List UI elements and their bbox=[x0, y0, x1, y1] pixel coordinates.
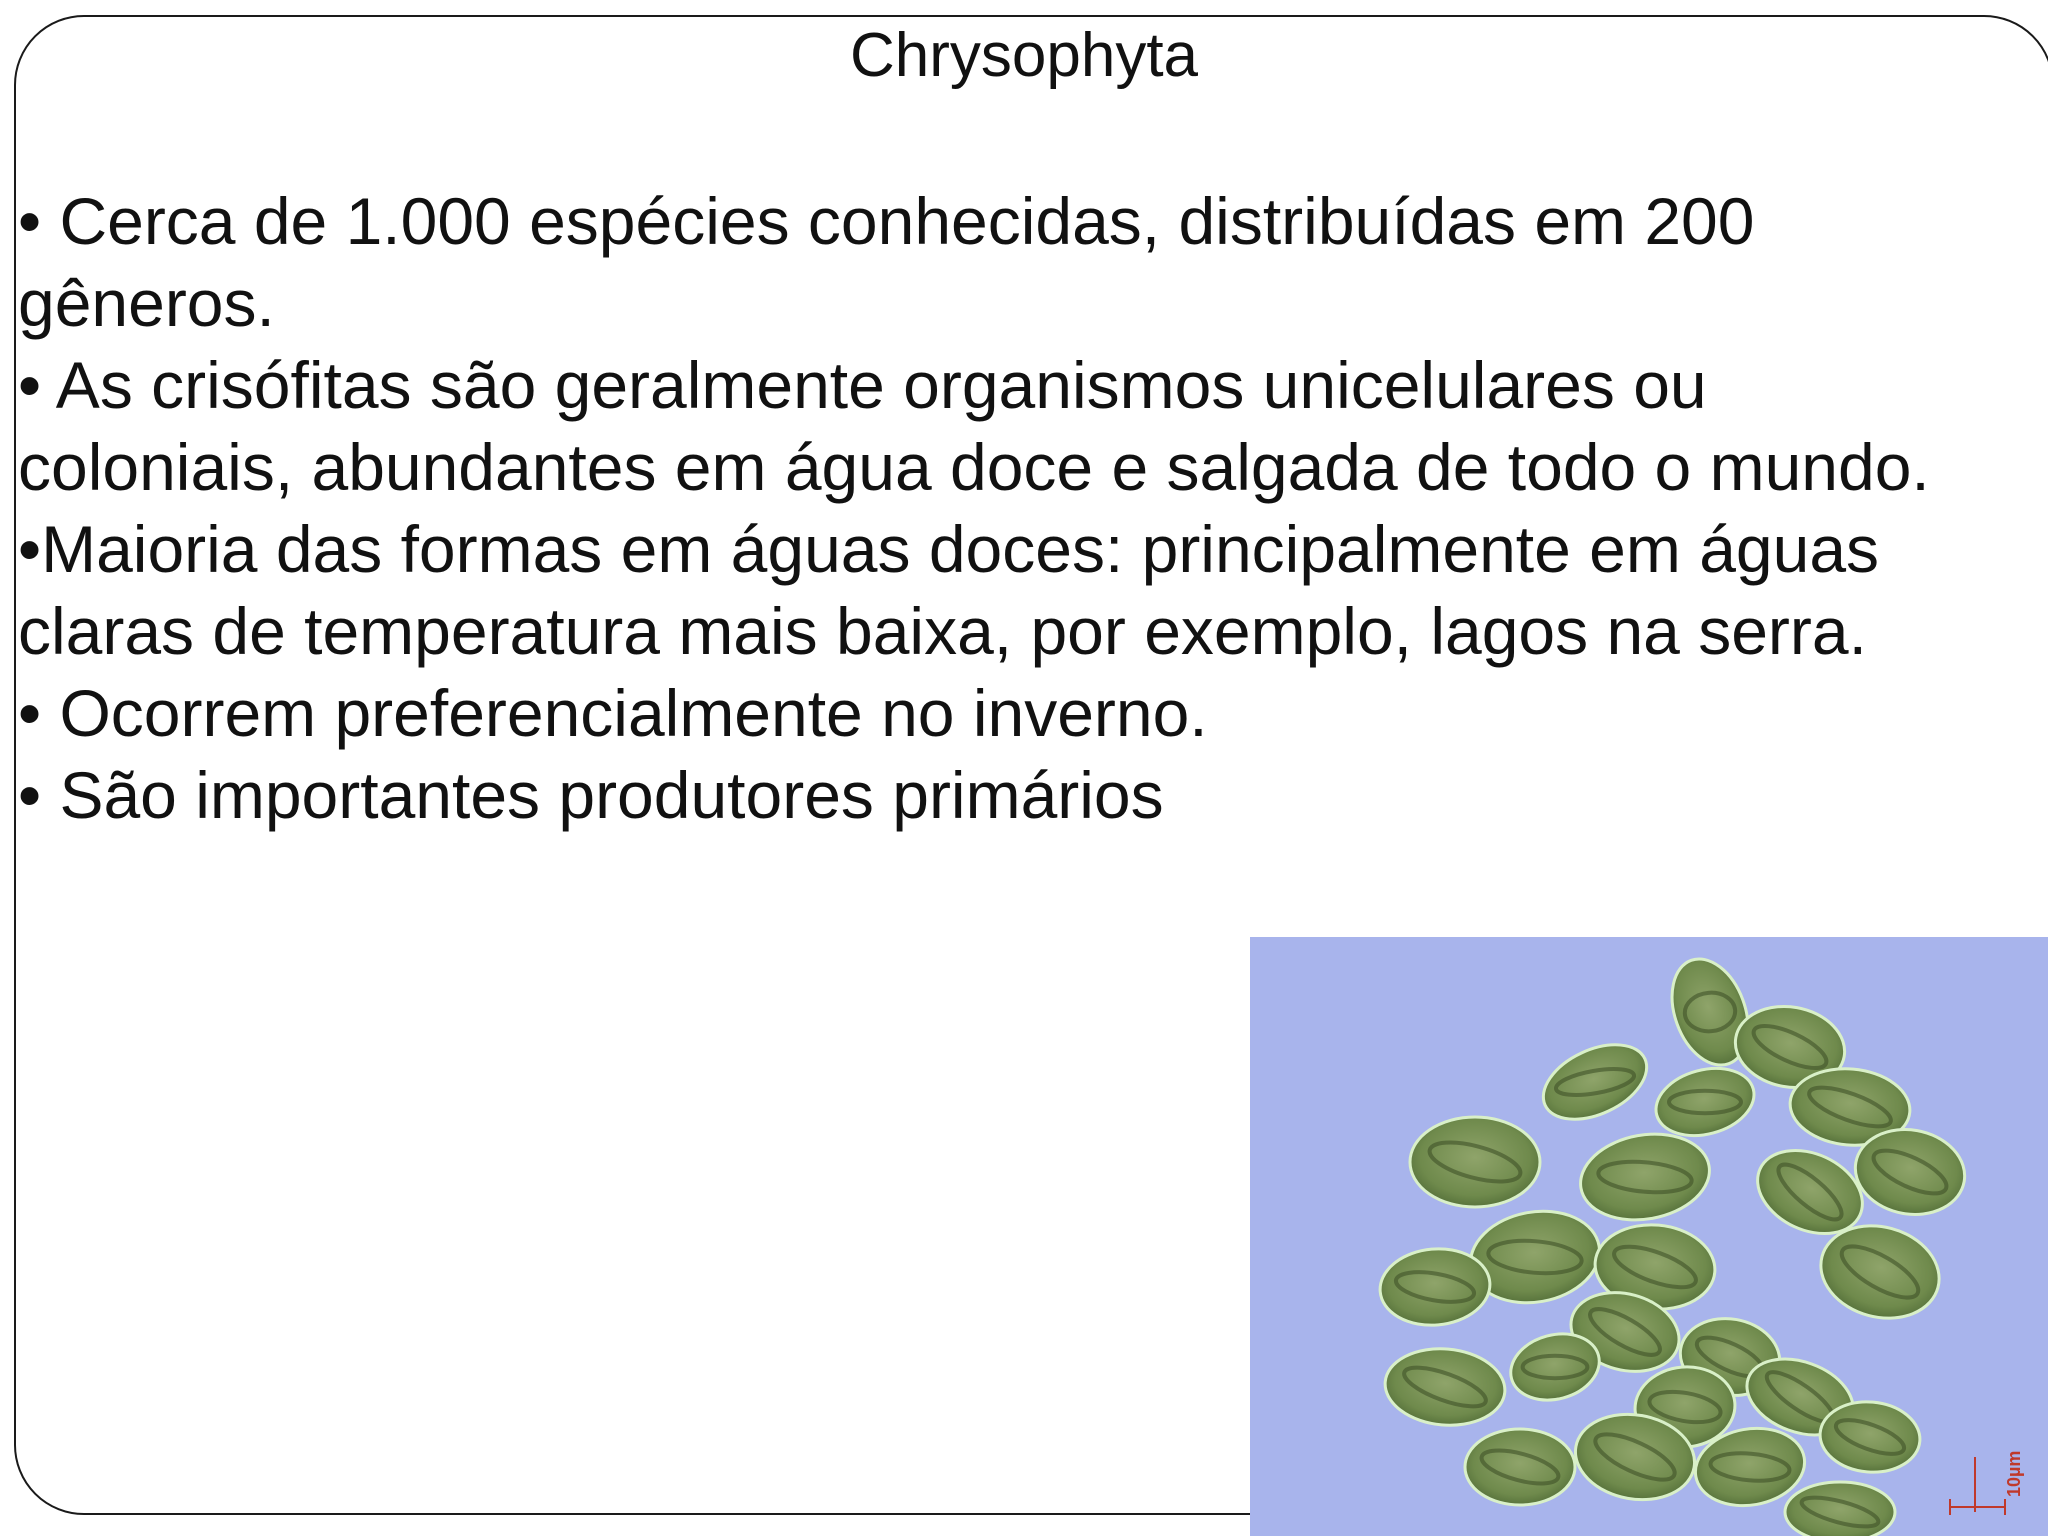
cell bbox=[1574, 1124, 1717, 1229]
bullet-freshwater: •Maioria das formas em águas doces: principalmente em águas claras de temperatura mais baixa, por exemplo, lagos na serra. bbox=[18, 512, 1880, 668]
cell bbox=[1532, 1030, 1659, 1134]
colony-cells bbox=[1377, 948, 1972, 1536]
scale-bar-icon bbox=[1950, 1457, 2005, 1515]
cell bbox=[1410, 1117, 1540, 1207]
bullet-organisms: • As crisófitas são geralmente organismos unicelulares ou coloniais, abundantes em água doce e salgada de todo o mundo. bbox=[18, 348, 1930, 504]
cell bbox=[1648, 1058, 1761, 1146]
bullet-primary-producers: • São importantes produtores primários bbox=[18, 758, 1164, 832]
micrograph-drawing bbox=[1250, 937, 2048, 1536]
micrograph-image bbox=[1250, 937, 2048, 1536]
cell bbox=[1382, 1344, 1508, 1430]
slide-title: Chrysophyta bbox=[849, 21, 1199, 90]
bullet-winter: • Ocorrem preferencialmente no inverno. bbox=[18, 676, 1208, 750]
bullet-species-count: • Cerca de 1.000 espécies conhecidas, distribuídas em 200 gêneros. bbox=[18, 184, 1755, 340]
slide-body bbox=[18, 180, 1998, 836]
cell bbox=[1465, 1429, 1575, 1505]
scale-label: 10µm bbox=[2004, 1450, 2024, 1497]
cell bbox=[1785, 1482, 1895, 1536]
